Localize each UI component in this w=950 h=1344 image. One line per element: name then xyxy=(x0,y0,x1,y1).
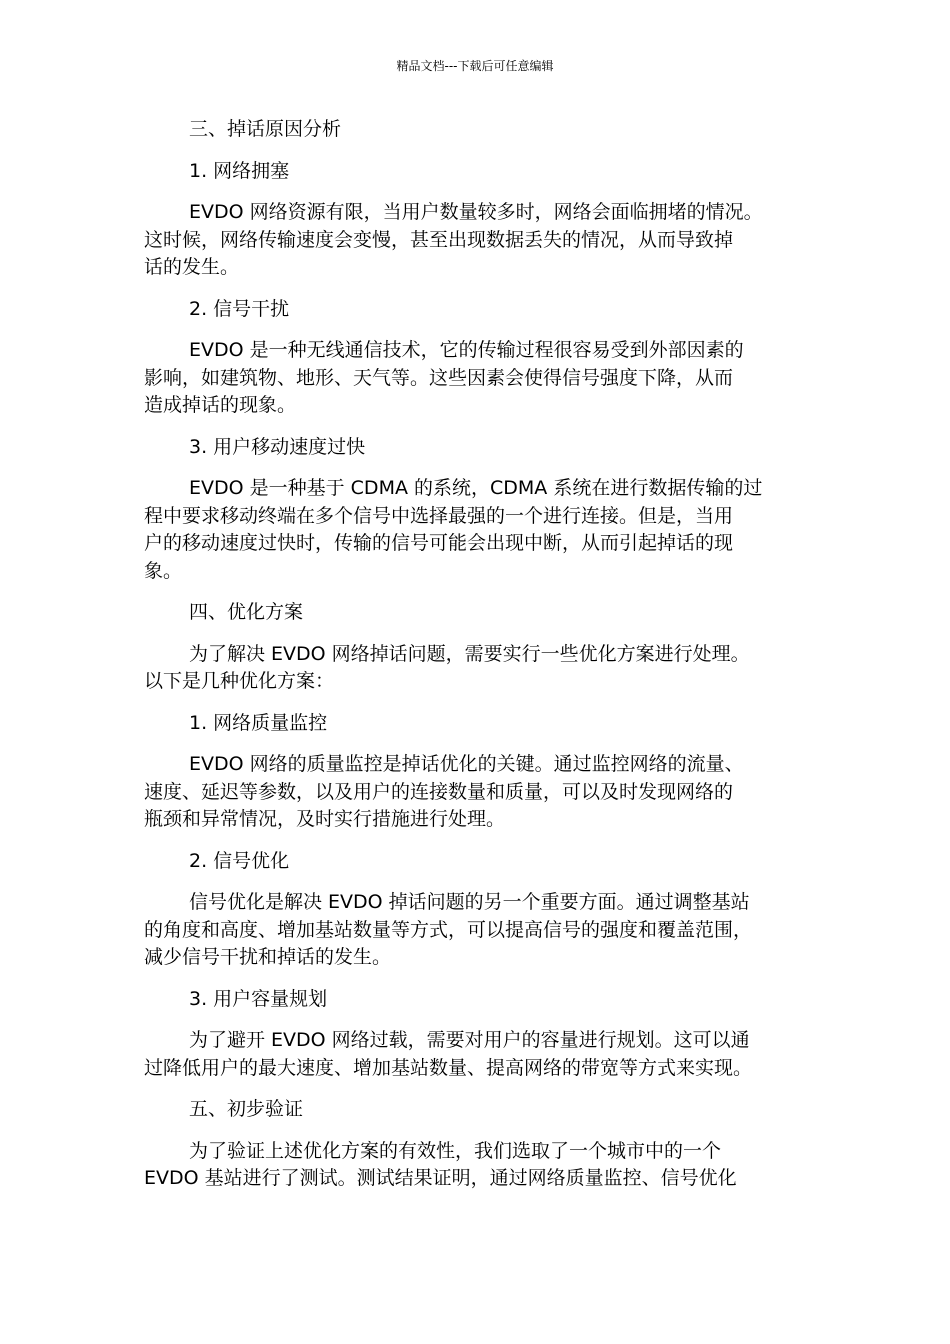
text-line: 象。 xyxy=(144,559,183,582)
subheading-network-congestion xyxy=(144,158,810,186)
text-line: 2. 信号干扰 xyxy=(189,297,290,320)
text-line: 这时候，网络传输速度会变慢，甚至出现数据丢失的情况，从而导致掉 xyxy=(144,228,734,251)
text-line: 为了避开 EVDO 网络过载，需要对用户的容量进行规划。这可以通 xyxy=(189,1029,750,1051)
section-heading-verification xyxy=(144,1096,810,1124)
text-line: 为了解决 EVDO 网络掉话问题，需要实行一些优化方案进行处理。 xyxy=(189,642,750,665)
text-line: 造成掉话的现象。 xyxy=(144,394,297,416)
text-line: 为了验证上述优化方案的有效性，我们选取了一个城市中的一个 xyxy=(189,1139,722,1162)
section-heading-cause-analysis xyxy=(144,116,810,144)
text-line: 信号优化是解决 EVDO 掉话问题的另一个重要方面。通过调整基站 xyxy=(189,891,750,913)
text-line: 3. 用户移动速度过快 xyxy=(189,435,366,458)
text-line: EVDO 是一种无线通信技术，它的传输过程很容易受到外部因素的 xyxy=(189,339,744,361)
paragraph-quality-monitoring xyxy=(144,751,810,834)
text-line: 的角度和高度、增加基站数量等方式，可以提高信号的强度和覆盖范围， xyxy=(144,918,753,941)
text-line: 影响，如建筑物、地形、天气等。这些因素会使得信号强度下降，从而 xyxy=(144,366,734,389)
paragraph-verification xyxy=(144,1138,810,1193)
document-body xyxy=(144,116,810,1207)
paragraph-fast-movement xyxy=(144,475,810,585)
text-line: 四、优化方案 xyxy=(189,601,304,623)
text-line: 2. 信号优化 xyxy=(189,849,290,872)
page-header: 精品文档---下载后可任意编辑 xyxy=(396,59,554,73)
text-line: 1. 网络拥塞 xyxy=(189,159,290,182)
text-line: 1. 网络质量监控 xyxy=(189,711,328,734)
text-line: 瓶颈和异常情况，及时实行措施进行处理。 xyxy=(144,808,506,830)
subheading-fast-movement xyxy=(144,434,810,462)
subheading-signal-optimization xyxy=(144,848,810,876)
text-line: 过降低用户的最大速度、增加基站数量、提高网络的带宽等方式来实现。 xyxy=(144,1056,753,1079)
section-heading-optimization xyxy=(144,599,810,627)
text-line: 户的移动速度过快时，传输的信号可能会出现中断，从而引起掉话的现 xyxy=(144,532,734,554)
text-line: EVDO 是一种基于 CDMA 的系统，CDMA 系统在进行数据传输的过 xyxy=(189,477,763,499)
subheading-signal-interference xyxy=(144,296,810,324)
text-line: 以下是几种优化方案： xyxy=(144,670,335,692)
text-line: 话的发生。 xyxy=(144,256,240,278)
paragraph-signal-optimization xyxy=(144,889,810,972)
text-line: 五、初步验证 xyxy=(189,1098,304,1120)
text-line: 三、掉话原因分析 xyxy=(189,118,342,140)
subheading-capacity-planning xyxy=(144,986,810,1014)
subheading-quality-monitoring xyxy=(144,710,810,738)
text-line: 速度、延迟等参数，以及用户的连接数量和质量，可以及时发现网络的 xyxy=(144,780,734,803)
text-line: 3. 用户容量规划 xyxy=(189,987,328,1010)
text-line: 减少信号干扰和掉话的发生。 xyxy=(144,946,392,968)
paragraph-capacity-planning xyxy=(144,1027,810,1082)
text-line: EVDO 网络资源有限，当用户数量较多时，网络会面临拥堵的情况。 xyxy=(189,201,763,223)
paragraph-signal-interference xyxy=(144,337,810,420)
paragraph-network-congestion xyxy=(144,199,810,282)
text-line: EVDO 基站进行了测试。测试结果证明，通过网络质量监控、信号优化 xyxy=(144,1167,737,1189)
text-line: 程中要求移动终端在多个信号中选择最强的一个进行连接。但是，当用 xyxy=(144,504,734,527)
text-line: EVDO 网络的质量监控是掉话优化的关键。通过监控网络的流量、 xyxy=(189,753,744,775)
paragraph-optimization-intro xyxy=(144,641,810,696)
